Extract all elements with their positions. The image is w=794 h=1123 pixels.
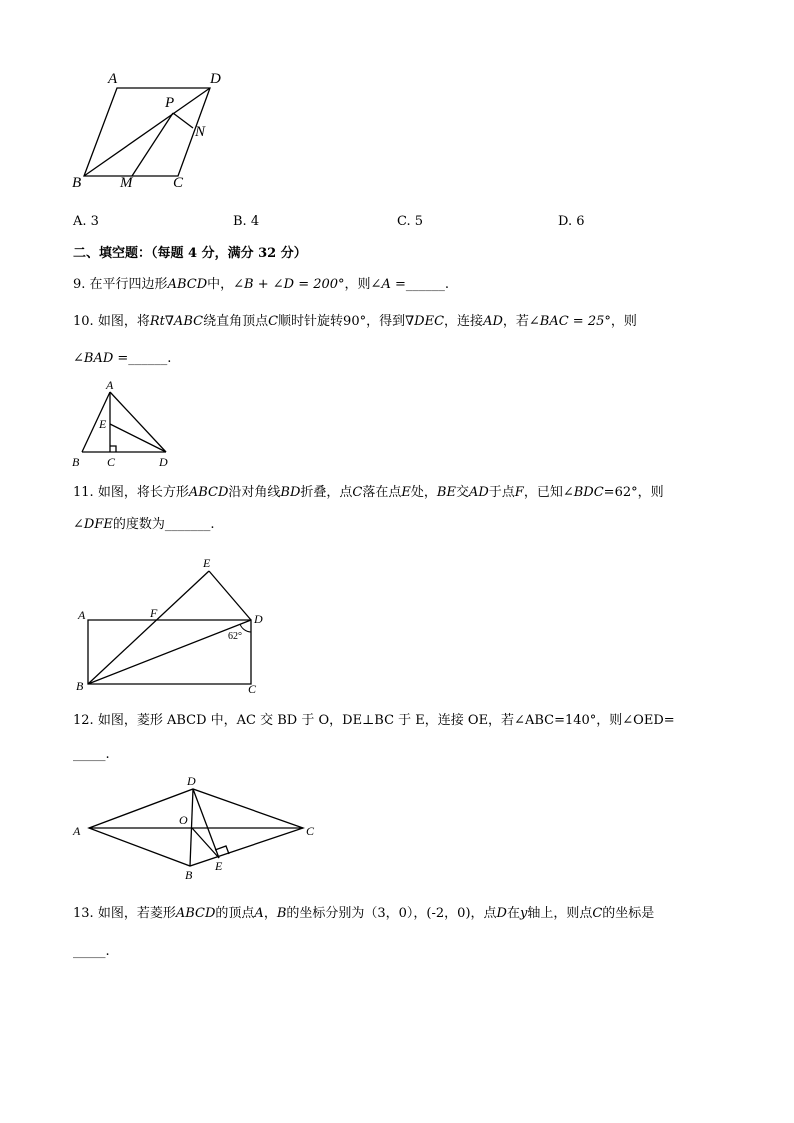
q9-math: ∠A = [370,277,406,292]
q13-text: 的坐标是 [602,906,655,921]
q11-text: 折叠，点 [300,485,353,500]
q10-end: . [167,351,172,366]
q13-text: 的坐标分别为（3，0），(-2，0)，点 [286,906,497,921]
q11-math: BDC [573,485,604,500]
label-c: C [306,824,315,838]
label-d: D [254,612,263,626]
q13-text: 如图，若菱形 [97,906,176,921]
q13-math: A [254,906,264,921]
q11-math: C [352,485,363,500]
label-o: O [179,813,188,827]
q13-text: 轴上，则点 [527,906,593,921]
label-c: C [248,682,257,696]
option-a[interactable]: A. 3 [73,214,99,229]
q10-text: ，得到 [366,314,406,329]
section-title: 二、填空题：（每题 4 分，满分 32 分） [73,246,307,261]
q13-text: ， [263,906,277,921]
q10-math: ∇DEC [405,314,445,329]
q11-answer-blank[interactable]: _______ [164,517,211,532]
q11-text: =62°，则 [603,485,664,500]
label-e: E [99,417,107,431]
q9-answer-blank[interactable]: ______ [405,277,445,292]
label-m: M [120,175,133,191]
q12-end: . [105,747,110,762]
question-13-line2 [73,943,110,961]
q11-text: 交 [455,485,469,500]
label-b: B [185,868,193,882]
q13-math: ABCD [175,906,216,921]
q9-text: 中， [207,277,234,292]
label-e: E [215,859,223,873]
q10-math: ∠BAD = [73,351,129,366]
q11-math: ABCD [188,485,229,500]
q9-text: ，则 [344,277,371,292]
segment-de [193,789,219,858]
q13-text: 的顶点 [215,906,255,921]
q12-number: 12. [73,713,94,728]
q10-text: ，连接 [444,314,484,329]
q11-number: 11. [73,485,94,500]
segment-oe [192,828,219,858]
q13-math: C [592,906,603,921]
q12-answer-blank[interactable]: _____ [73,747,106,762]
q10-math: ∠BAC = 25° [528,314,611,329]
question-13-line1 [73,905,654,923]
q13-math: B [276,906,287,921]
option-c[interactable]: C. 5 [397,214,424,229]
q10-text: ，则 [610,314,637,329]
label-c: C [107,455,116,469]
q12-text: 如图，菱形 ABCD 中，AC 交 BD 于 O，DE⊥BC 于 E，连接 OE，若∠ABC=140°，则∠OED= [97,713,675,728]
label-c: C [173,175,184,191]
q11-math: F [514,485,524,500]
q9-math: ∠B + ∠D = 200° [233,277,345,292]
label-d: D [210,71,221,87]
label-a: A [78,608,86,622]
label-a: A [108,71,118,87]
q11-end: . [210,517,215,532]
q13-math: D [496,906,507,921]
option-d[interactable]: D. 6 [558,214,585,229]
label-d: D [187,774,196,788]
q10-number: 10. [73,314,94,329]
angle-label: 62° [228,631,242,642]
label-a: A [73,824,81,838]
q13-math: y [519,906,528,921]
q11-text: 落在点 [362,485,402,500]
q13-answer-blank[interactable]: _____ [73,944,106,959]
q13-end: . [105,944,110,959]
label-p: P [165,95,175,111]
q10-text: 顺时针旋转 [278,314,344,329]
q10-math: AD [483,314,503,329]
label-b: B [76,679,84,693]
q11-math: ∠DFE [73,517,113,532]
q10-math: C [268,314,279,329]
option-b[interactable]: B. 4 [233,214,260,229]
q11-text: ，已知∠ [523,485,574,500]
q11-text: 如图，将长方形 [97,485,189,500]
q10-math: 90° [343,314,367,329]
q11-math: BD [280,485,301,500]
q10-math: Rt∇ABC [149,314,204,329]
q13-number: 13. [73,906,94,921]
q10-text: ，若 [502,314,529,329]
q13-text: 在 [506,906,520,921]
q11-text: 于点 [488,485,515,500]
q10-text: 如图，将 [97,314,150,329]
label-f: F [150,606,158,620]
q9-text: 在平行四边形 [89,277,168,292]
q11-math: BE [436,485,456,500]
label-d: D [159,455,168,469]
label-a: A [106,378,114,392]
q9-math: ABCD [167,277,208,292]
label-b: B [72,175,82,191]
label-e: E [203,556,211,570]
q11-text: 处， [410,485,437,500]
q10-answer-blank[interactable]: ______ [128,351,168,366]
q11-text: 沿对角线 [228,485,281,500]
label-b: B [72,455,80,469]
q9-number: 9. [73,277,86,292]
q11-math: E [401,485,411,500]
q10-text: 绕直角顶点 [203,314,269,329]
q11-text: 的度数为 [112,517,165,532]
label-n: N [195,124,206,140]
q9-end: . [444,277,449,292]
q11-math: AD [468,485,489,500]
